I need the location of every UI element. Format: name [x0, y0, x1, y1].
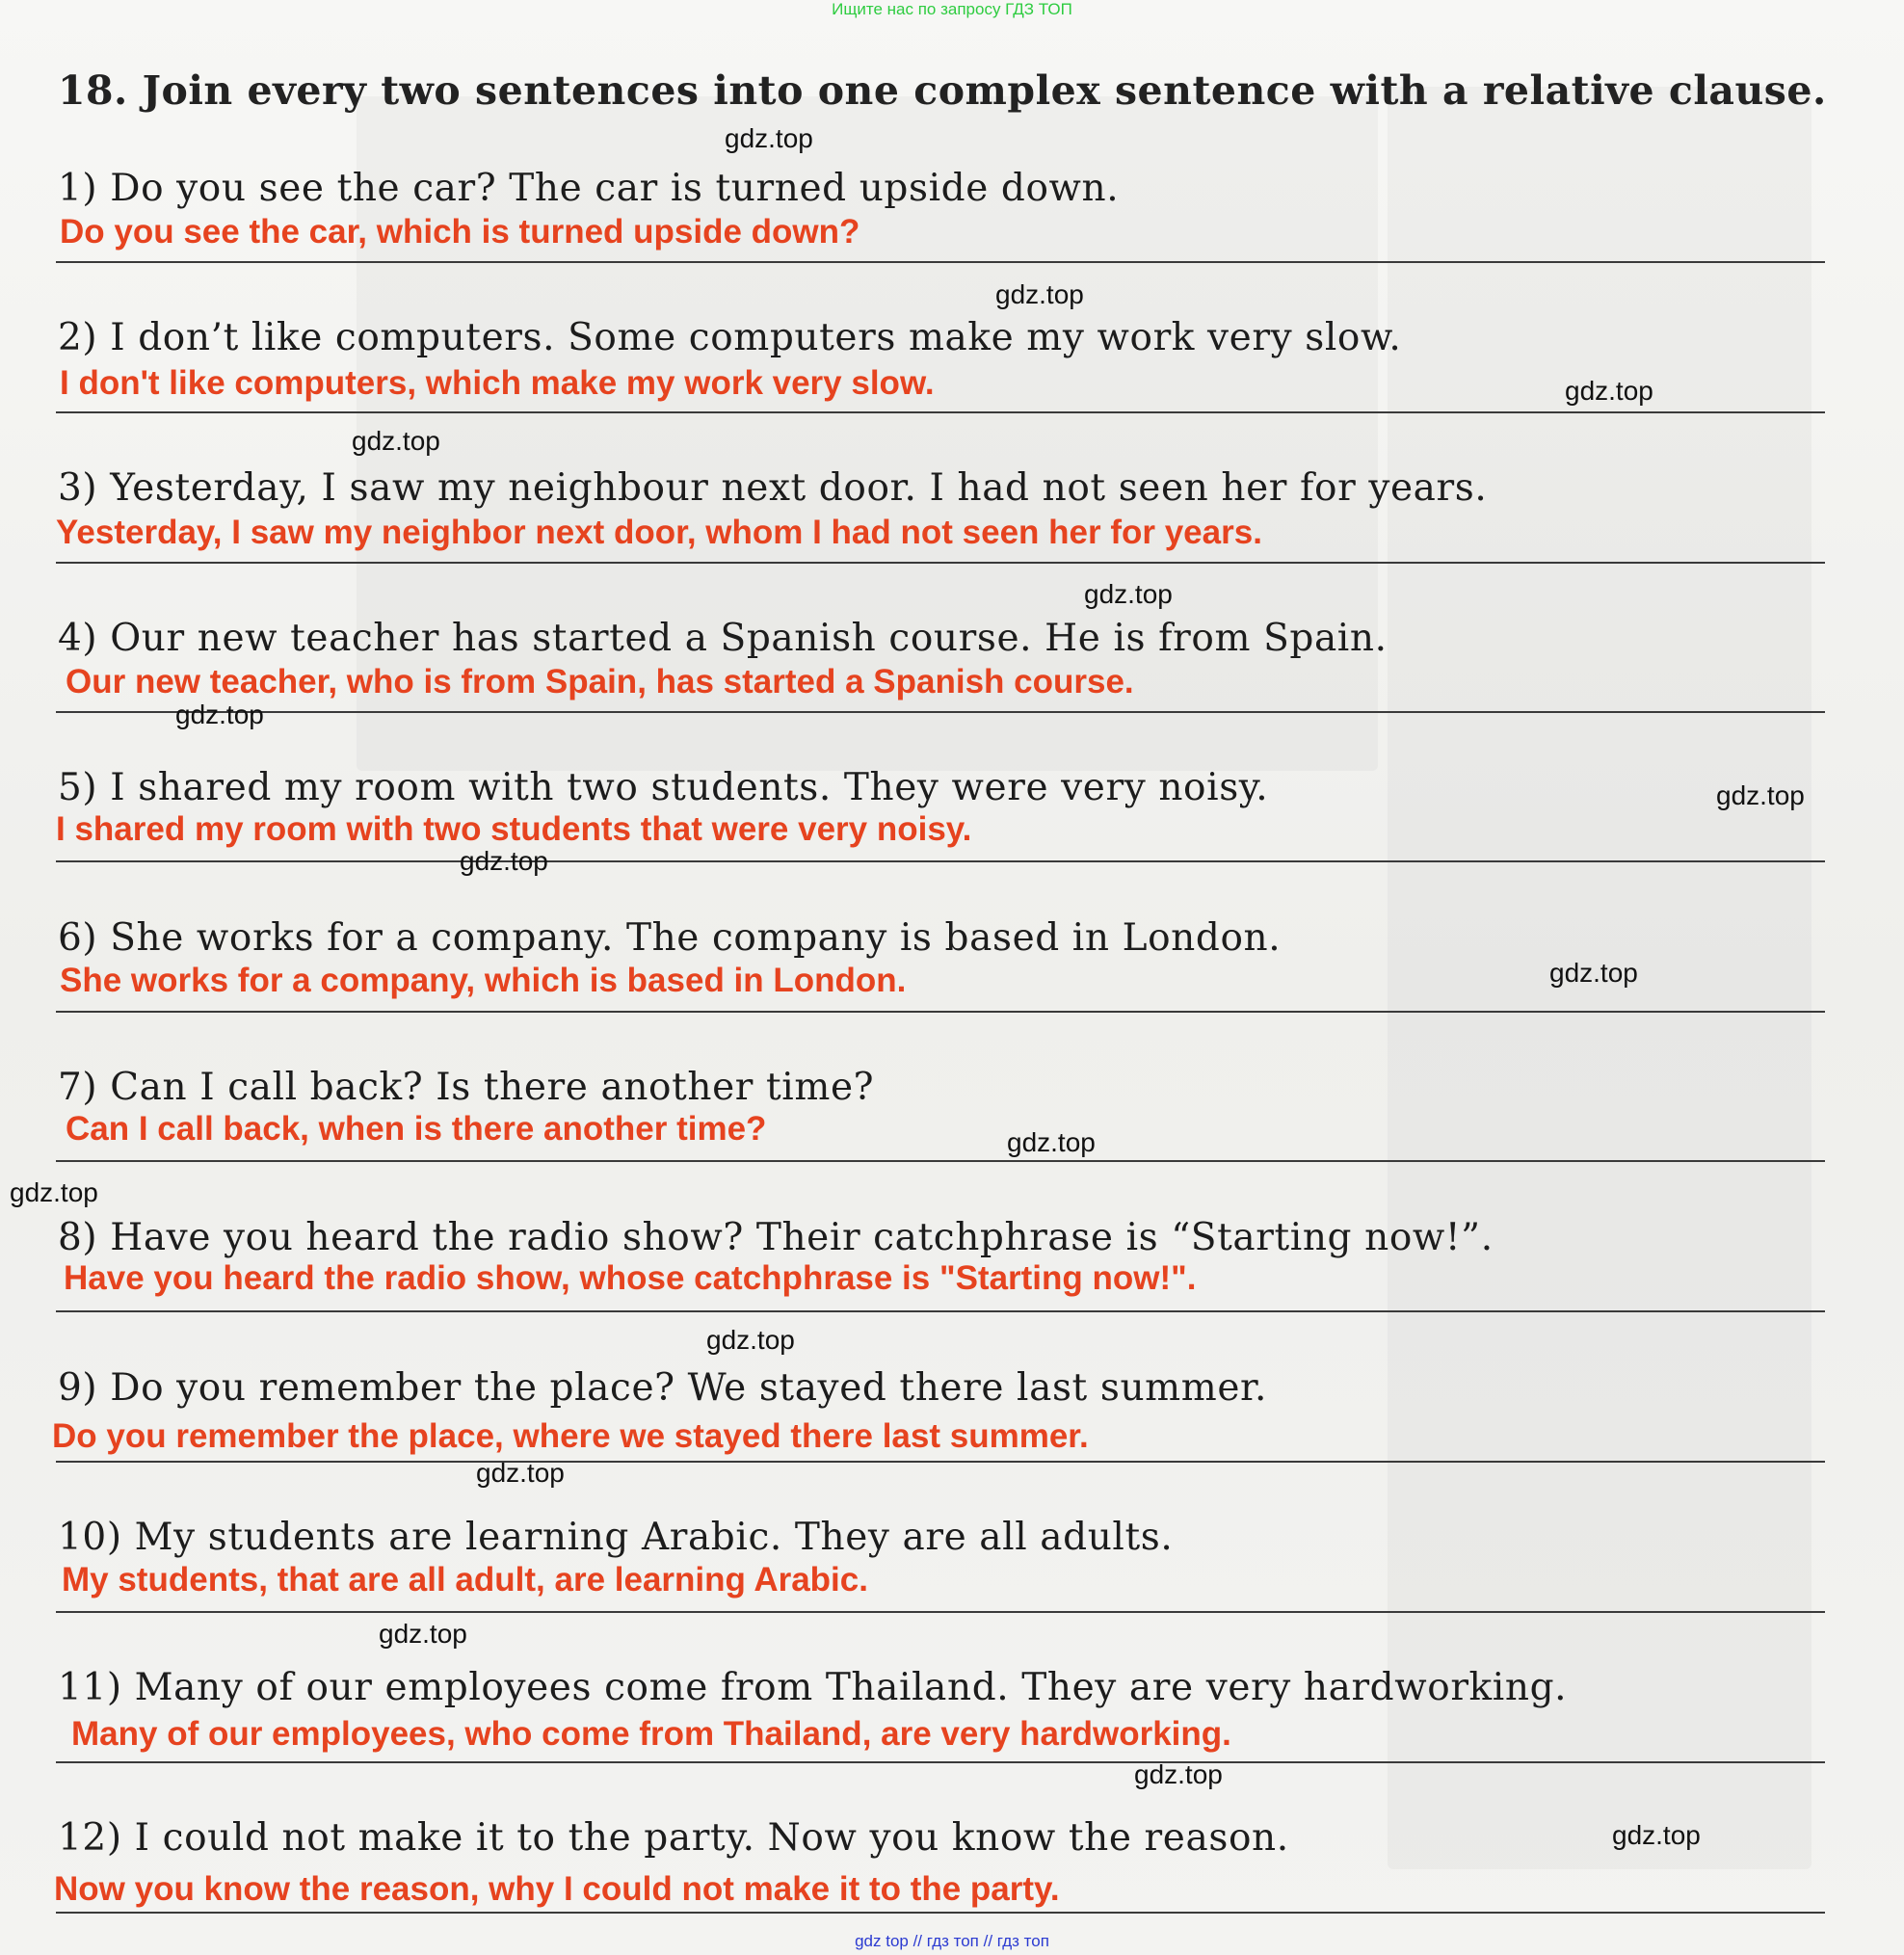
watermark-label: gdz.top	[1084, 579, 1173, 609]
question-2: 2) I don’t like computers. Some computers make my work very slow.	[58, 316, 1402, 359]
watermark-label: gdz.top	[1612, 1820, 1701, 1850]
answer-7: Can I call back, when is there another time?	[66, 1110, 767, 1148]
answer-line	[56, 1912, 1825, 1914]
answer-line	[56, 1761, 1825, 1763]
watermark-label: gdz.top	[995, 279, 1084, 309]
answer-line	[56, 1611, 1825, 1613]
question-11: 11) Many of our employees come from Thailand. They are very hardworking.	[58, 1666, 1568, 1709]
watermark-label: gdz.top	[10, 1177, 98, 1207]
answer-line	[56, 860, 1825, 862]
answer-line	[56, 411, 1825, 413]
answer-6: She works for a company, which is based in London.	[60, 962, 907, 999]
answer-line	[56, 562, 1825, 564]
question-4: 4) Our new teacher has started a Spanish course. He is from Spain.	[58, 617, 1388, 660]
answer-line	[56, 1461, 1825, 1463]
exercise-heading: 18. Join every two sentences into one complex sentence with a relative clause.	[58, 67, 1827, 114]
watermark-label: gdz.top	[706, 1325, 795, 1355]
watermark-label: gdz.top	[1549, 958, 1638, 988]
question-10: 10) My students are learning Arabic. They are all adults.	[58, 1516, 1174, 1559]
answer-line	[56, 261, 1825, 263]
answer-line	[56, 1310, 1825, 1312]
watermark-label: gdz.top	[725, 123, 813, 153]
watermark-label: gdz.top	[379, 1619, 467, 1649]
answer-5: I shared my room with two students that were very noisy.	[56, 810, 972, 848]
watermark-label: gdz.top	[352, 426, 440, 456]
answer-3: Yesterday, I saw my neighbor next door, whom I had not seen her for years.	[56, 514, 1262, 551]
search-banner[interactable]: Ищите нас по запросу ГДЗ ТОП	[832, 0, 1072, 18]
answer-line	[56, 1160, 1825, 1162]
question-7: 7) Can I call back? Is there another time?	[58, 1066, 875, 1109]
watermark-label: gdz.top	[1007, 1127, 1096, 1157]
answer-1: Do you see the car, which is turned upside down?	[60, 213, 860, 251]
answer-line	[56, 1011, 1825, 1013]
watermark-label: gdz.top	[1716, 780, 1805, 810]
answer-2: I don't like computers, which make my work very slow.	[60, 364, 935, 402]
answer-10: My students, that are all adult, are learning Arabic.	[62, 1561, 868, 1598]
answer-line	[56, 711, 1825, 713]
question-8: 8) Have you heard the radio show? Their catchphrase is “Starting now!”.	[58, 1216, 1494, 1259]
question-9: 9) Do you remember the place? We stayed there last summer.	[58, 1366, 1267, 1410]
watermark-label: gdz.top	[1134, 1759, 1223, 1789]
answer-8: Have you heard the radio show, whose catchphrase is "Starting now!".	[64, 1259, 1197, 1297]
watermark-label: gdz.top	[476, 1458, 565, 1488]
question-5: 5) I shared my room with two students. They were very noisy.	[58, 766, 1269, 809]
watermark-label: gdz.top	[1565, 376, 1653, 406]
answer-11: Many of our employees, who come from Thailand, are very hardworking.	[71, 1715, 1231, 1753]
footer-links[interactable]: gdz top // гдз топ // гдз топ	[855, 1932, 1049, 1950]
question-12: 12) I could not make it to the party. Now you know the reason.	[58, 1816, 1289, 1860]
watermark-label: gdz.top	[175, 700, 264, 729]
question-1: 1) Do you see the car? The car is turned upside down.	[58, 167, 1120, 210]
question-3: 3) Yesterday, I saw my neighbour next door. I had not seen her for years.	[58, 466, 1488, 510]
answer-4: Our new teacher, who is from Spain, has started a Spanish course.	[66, 663, 1134, 700]
watermark-label: gdz.top	[460, 846, 548, 876]
answer-12: Now you know the reason, why I could not make it to the party.	[54, 1870, 1060, 1908]
answer-9: Do you remember the place, where we stayed there last summer.	[52, 1417, 1089, 1455]
question-6: 6) She works for a company. The company is based in London.	[58, 916, 1282, 960]
